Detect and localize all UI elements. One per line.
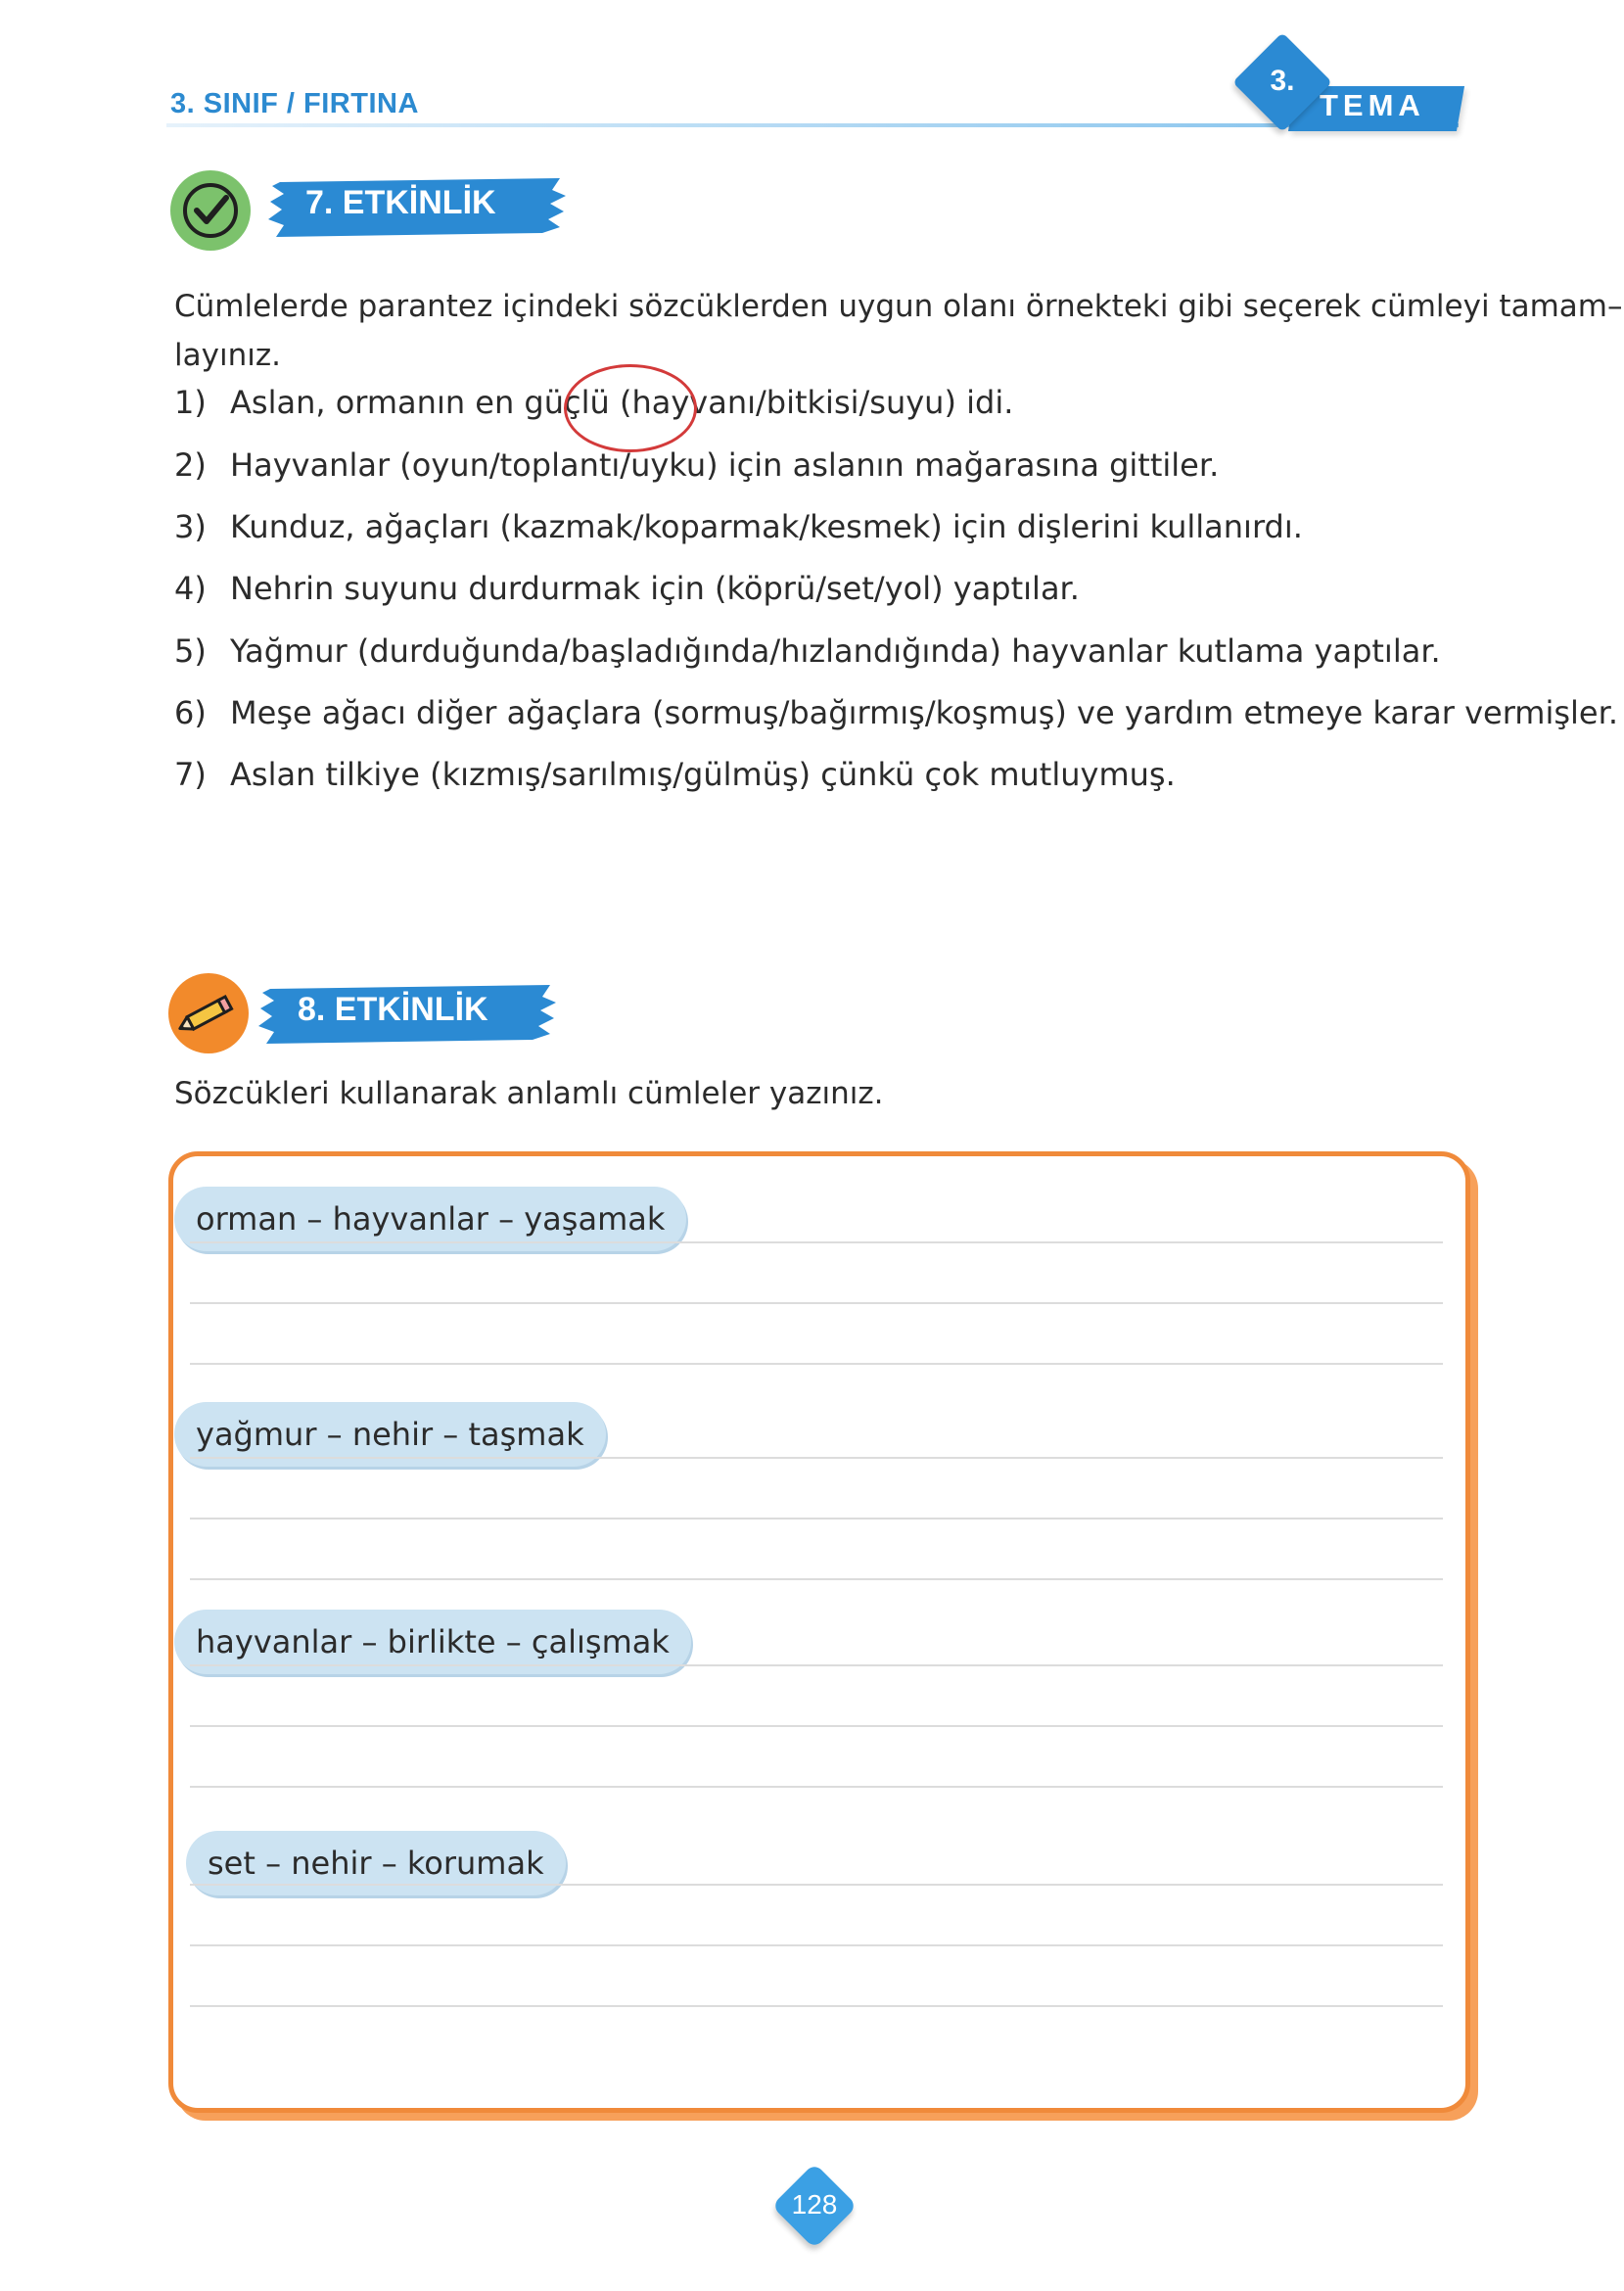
page-number: 128 xyxy=(791,2189,838,2220)
writing-line[interactable] xyxy=(190,1457,1443,1459)
question-3 xyxy=(174,508,1303,545)
activity7-instruction-line1: Cümlelerde parantez içindeki sözcüklerden uygun olanı örnekteki gibi seçerek cümleyi tamam– xyxy=(174,289,1623,324)
writing-line[interactable] xyxy=(190,2005,1443,2007)
writing-line[interactable] xyxy=(190,1884,1443,1886)
activity7-title-banner xyxy=(266,176,570,239)
grade-label: 3. SINIF / FIRTINA xyxy=(170,88,419,119)
question-text: Nehrin suyunu durdurmak için (köprü/set/yol) yaptılar. xyxy=(230,570,1080,607)
writing-line[interactable] xyxy=(190,1302,1443,1304)
theme-number: 3. xyxy=(1270,65,1295,97)
activity8-instruction: Sözcükleri kullanarak anlamlı cümleler yazınız. xyxy=(174,1076,884,1111)
activity7-instruction-line2: layınız. xyxy=(174,338,281,373)
writing-line[interactable] xyxy=(190,1786,1443,1788)
theme-word: TEMA xyxy=(1320,88,1425,122)
question-text: Hayvanlar (oyun/toplantı/uyku) için aslanın mağarasına gittiler. xyxy=(230,446,1220,484)
prompt-pill-1: orman – hayvanlar – yaşamak xyxy=(174,1187,686,1251)
prompt-pill-3: hayvanlar – birlikte – çalışmak xyxy=(174,1610,691,1674)
question-number: 1) xyxy=(174,384,207,421)
checkmark-icon xyxy=(170,170,251,251)
question-number: 6) xyxy=(174,694,207,731)
writing-line[interactable] xyxy=(190,1725,1443,1727)
writing-line[interactable] xyxy=(190,1241,1443,1243)
activity7-title: 7. ETKİNLİK xyxy=(305,184,496,221)
question-7 xyxy=(174,756,1176,793)
question-number: 4) xyxy=(174,570,207,607)
question-number: 5) xyxy=(174,632,207,670)
question-text: Meşe ağacı diğer ağaçlara (sormuş/bağırmış/koşmuş) ve yardım etmeye karar vermişler. xyxy=(230,694,1618,731)
activity8-title-banner xyxy=(256,983,560,1046)
question-text: Kunduz, ağaçları (kazmak/koparmak/kesmek) için dişlerini kullanırdı. xyxy=(230,508,1303,545)
theme-badge xyxy=(1235,39,1470,137)
writing-line[interactable] xyxy=(190,1578,1443,1580)
writing-line[interactable] xyxy=(190,1518,1443,1520)
question-text: Aslan tilkiye (kızmış/sarılmış/gülmüş) çünkü çok mutluymuş. xyxy=(230,756,1176,793)
question-2 xyxy=(174,446,1219,484)
prompt-pill-2: yağmur – nehir – taşmak xyxy=(174,1402,606,1467)
question-number: 3) xyxy=(174,508,207,545)
question-number: 2) xyxy=(174,446,207,484)
question-5 xyxy=(174,632,1441,670)
pencil-icon xyxy=(168,973,249,1053)
question-text: Yağmur (durduğunda/başladığında/hızlandığında) hayvanlar kutlama yaptılar. xyxy=(230,632,1441,670)
writing-line[interactable] xyxy=(190,1664,1443,1666)
question-number: 7) xyxy=(174,756,207,793)
question-text: Aslan, ormanın en güçlü (hayvanı/bitkisi/suyu) idi. xyxy=(230,384,1014,421)
writing-line[interactable] xyxy=(190,1944,1443,1946)
prompt-pill-4: set – nehir – korumak xyxy=(186,1831,566,1895)
activity8-title: 8. ETKİNLİK xyxy=(298,991,488,1028)
question-6 xyxy=(174,694,1618,731)
writing-line[interactable] xyxy=(190,1363,1443,1365)
example-answer-circle xyxy=(564,364,697,452)
question-4 xyxy=(174,570,1080,607)
